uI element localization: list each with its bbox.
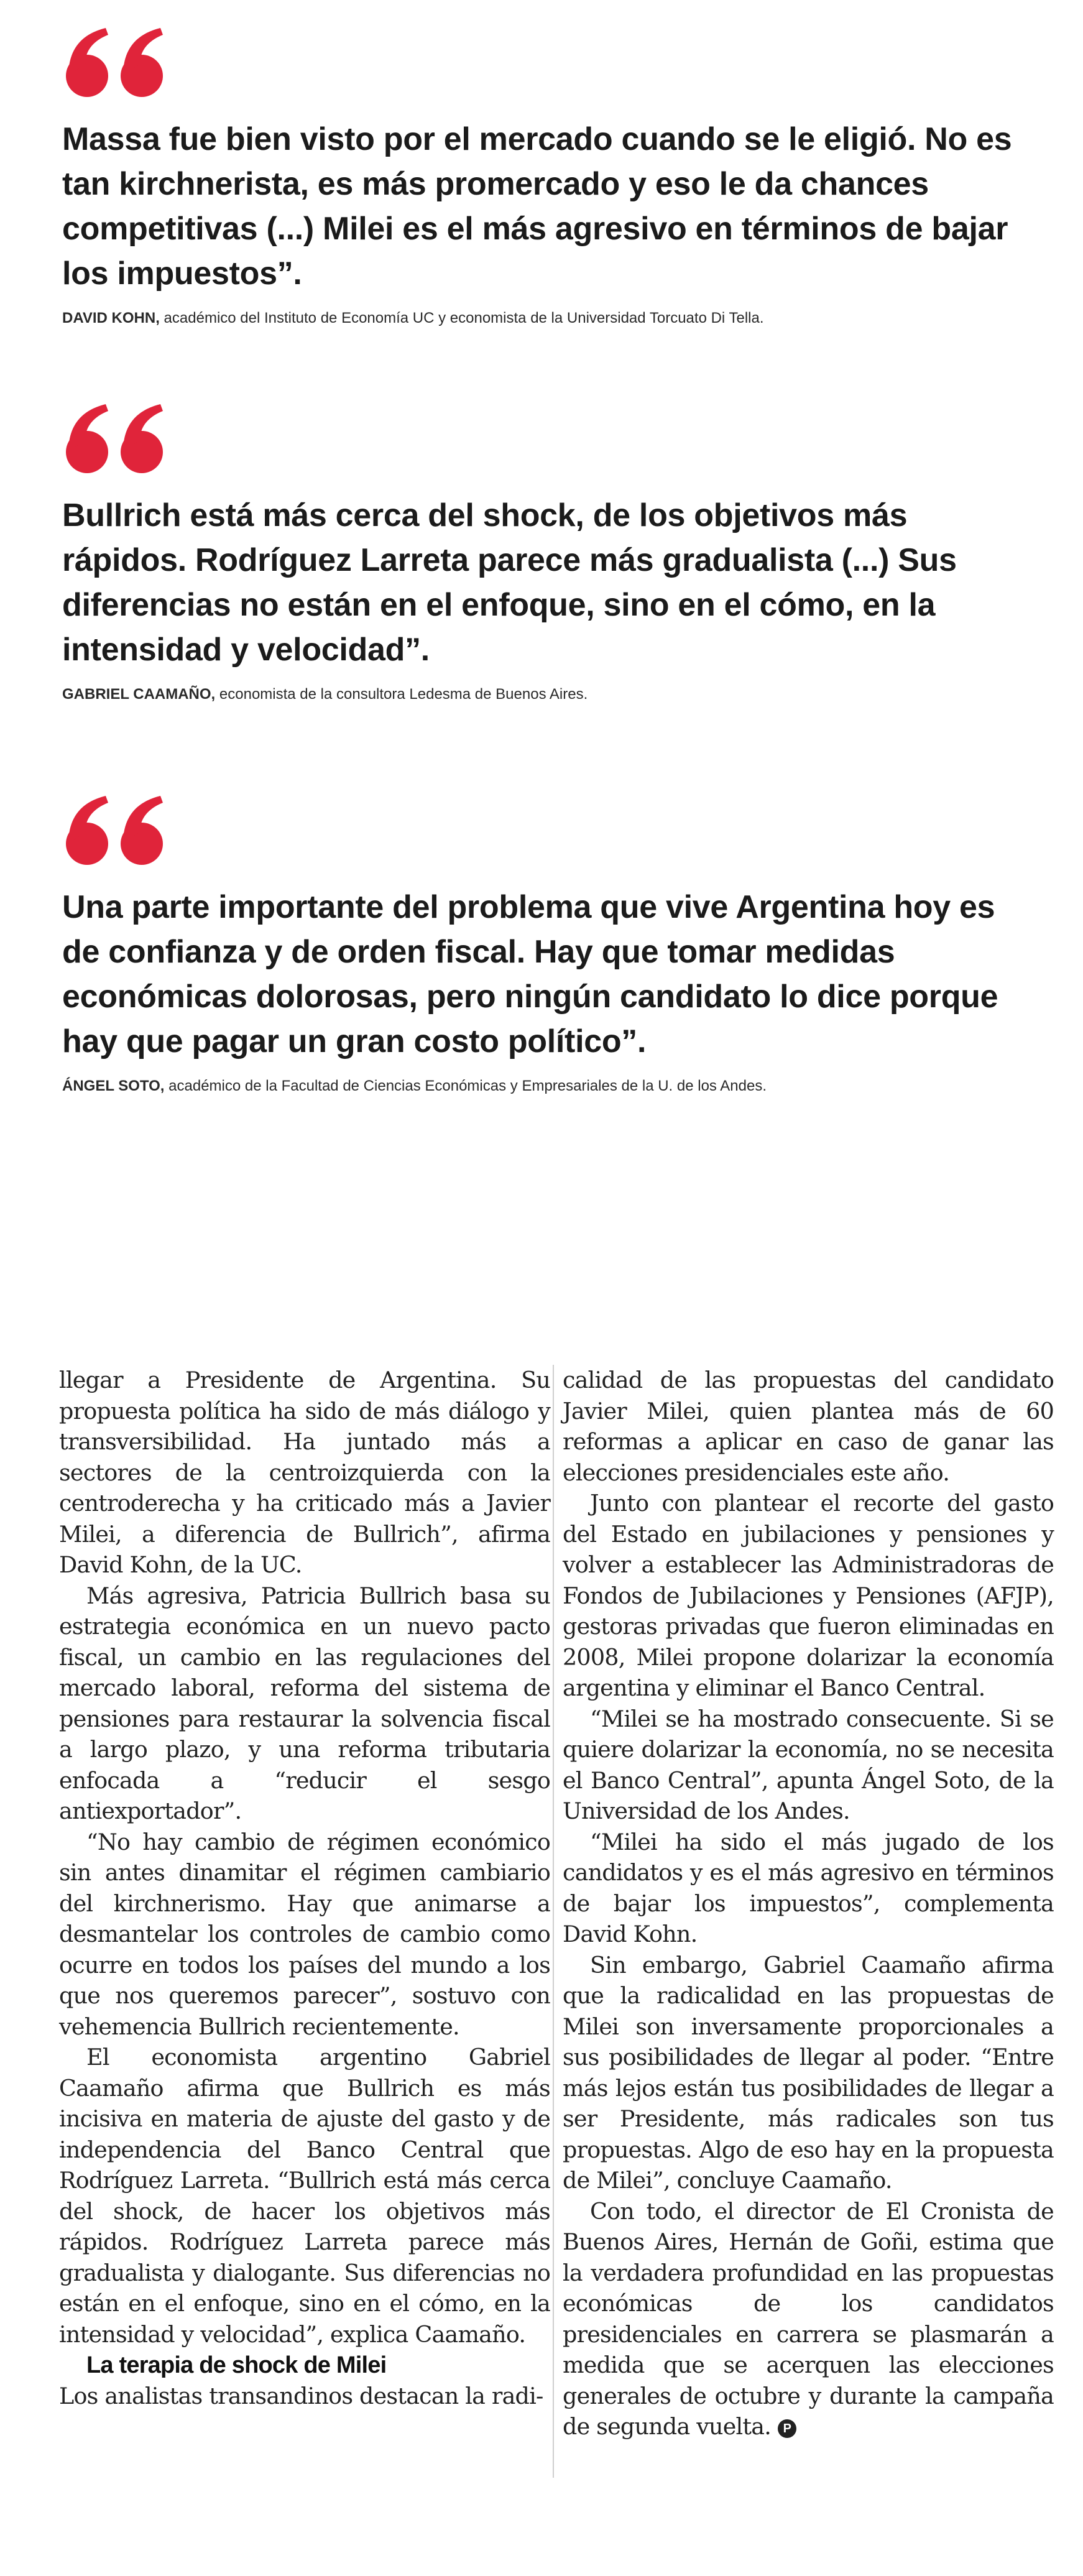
- quote-text-2: Bullrich está más cerca del shock, de los objetivos más rápidos. Rodríguez Larreta parece más gradualista (...) Sus diferencias no están en el enfoque, sino en el cómo, en la intensidad y velocidad”.: [62, 497, 957, 668]
- quote-attribution-3: [62, 1078, 1032, 1095]
- article-paragraph-text: Con todo, el director de El Cronista de Buenos Aires, Hernán de Goñi, estima que la verdadera profundidad en las propuestas económicas de los candidatos presidenciales en carrera se plasmarán a medida que se acerquen las elecciones generales de octubre y durante la campaña de segunda vuelta.: [563, 2197, 1054, 2440]
- quote-block-2: [62, 401, 1032, 703]
- quote-author-role-2: economista de la consultora Ledesma de Buenos Aires.: [215, 686, 588, 703]
- article-paragraph: [563, 2196, 1054, 2442]
- quote-block-3: [62, 793, 1032, 1095]
- quote-attribution-1: [62, 310, 1032, 327]
- quote-attribution-2: [62, 686, 1032, 703]
- article-column-left: [59, 1365, 550, 2412]
- quote-mark-icon: [62, 793, 171, 867]
- quote-mark-icon: [62, 25, 171, 99]
- article-paragraph: “No hay cambio de régimen económico sin antes dinamitar el régimen cambiario del kirchnerismo. Hay que animarse a desmantelar los controles de cambio como ocurre en todos los países del mundo a los que nos queremos parecer”, sostuvo con vehemencia Bullrich recientemente.: [59, 1828, 550, 2040]
- quote-author-role-3: académico de la Facultad de Ciencias Económicas y Empresariales de la U. de los Andes.: [164, 1078, 767, 1094]
- article-paragraph: El economista argentino Gabriel Caamaño afirma que Bullrich es más incisiva en materia de ajuste del gasto y de independencia del Banco Central que Rodríguez Larreta. “Bullrich está más cerca del shock, de hacer los objetivos más rápidos. Rodríguez Larreta parece más gradualista y dialogante. Sus diferencias no están en el enfoque, sino en el cómo, en la intensidad y velocidad”, explica Caamaño.: [59, 2044, 550, 2348]
- quote-author-1: DAVID KOHN,: [62, 310, 160, 326]
- article-paragraph: Más agresiva, Patricia Bullrich basa su estrategia económica en un nuevo pacto fiscal, un cambio en las regulaciones del mercado laboral, reforma del sistema de pensiones para restaurar la solvencia fiscal a largo plazo, y una reforma tributaria enfocada a “reducir el sesgo antiexportador”.: [59, 1582, 550, 1824]
- quote-author-2: GABRIEL CAAMAÑO,: [62, 686, 216, 703]
- article-subheading: La terapia de shock de Milei: [86, 2352, 387, 2378]
- quote-author-role-1: académico del Instituto de Economía UC y economista de la Universidad Torcuato Di Tella.: [159, 310, 764, 326]
- article-column-right: [563, 1365, 1054, 2442]
- article-paragraph: llegar a Presidente de Argentina. Su propuesta política ha sido de más diálogo y transversibilidad. Ha juntado más a sectores de la centroizquierda con la centroderecha y ha criticado más a Javier Milei, a diferencia de Bullrich”, afirma David Kohn, de la UC.: [59, 1367, 550, 1578]
- column-divider: [553, 1365, 554, 2478]
- article-paragraph: Sin embargo, Gabriel Caamaño afirma que la radicalidad en las propuestas de Milei son inversamente proporcionales a sus posibilidades de llegar al poder. “Entre más lejos están tus posibilidades de llegar a ser Presidente, más radicales son tus propuestas. Algo de eso hay en la propuesta de Milei”, concluye Caamaño.: [563, 1951, 1054, 2194]
- article-body: [59, 1365, 1054, 2559]
- article-paragraph: Los analistas transandinos destacan la radi-: [59, 2383, 543, 2409]
- article-paragraph: calidad de las propuestas del candidato Javier Milei, quien plantea más de 60 reformas a aplicar en caso de ganar las elecciones presidenciales este año.: [563, 1367, 1054, 1486]
- article-paragraph: “Milei ha sido el más jugado de los candidatos y es el más agresivo en términos de bajar los impuestos”, complementa David Kohn.: [563, 1828, 1054, 1947]
- article-paragraph: Junto con plantear el recorte del gasto del Estado en jubilaciones y pensiones y volver a establecer las Administradoras de Fondos de Jubilaciones y Pensiones (AFJP), gestoras privadas que fueron eliminadas en 2008, Milei propone dolarizar la economía argentina y eliminar el Banco Central.: [563, 1490, 1054, 1701]
- quote-mark-icon: [62, 401, 171, 476]
- quote-text-3: Una parte importante del problema que vive Argentina hoy es de confianza y de orden fiscal. Hay que tomar medidas económicas dolorosas, pero ningún candidato lo dice porque hay que pagar un gran costo político”.: [62, 889, 998, 1059]
- article-paragraph: “Milei se ha mostrado consecuente. Si se quiere dolarizar la economía, no se necesita el Banco Central”, apunta Ángel Soto, de la Universidad de los Andes.: [563, 1705, 1054, 1824]
- quote-text-1: Massa fue bien visto por el mercado cuando se le eligió. No es tan kirchnerista, es más promercado y eso le da chances competitivas (...) Milei es el más agresivo en términos de bajar los impuestos”.: [62, 121, 1012, 292]
- quote-author-3: ÁNGEL SOTO,: [62, 1078, 165, 1094]
- end-of-article-icon: P: [778, 2419, 796, 2438]
- quote-block-1: [62, 25, 1032, 327]
